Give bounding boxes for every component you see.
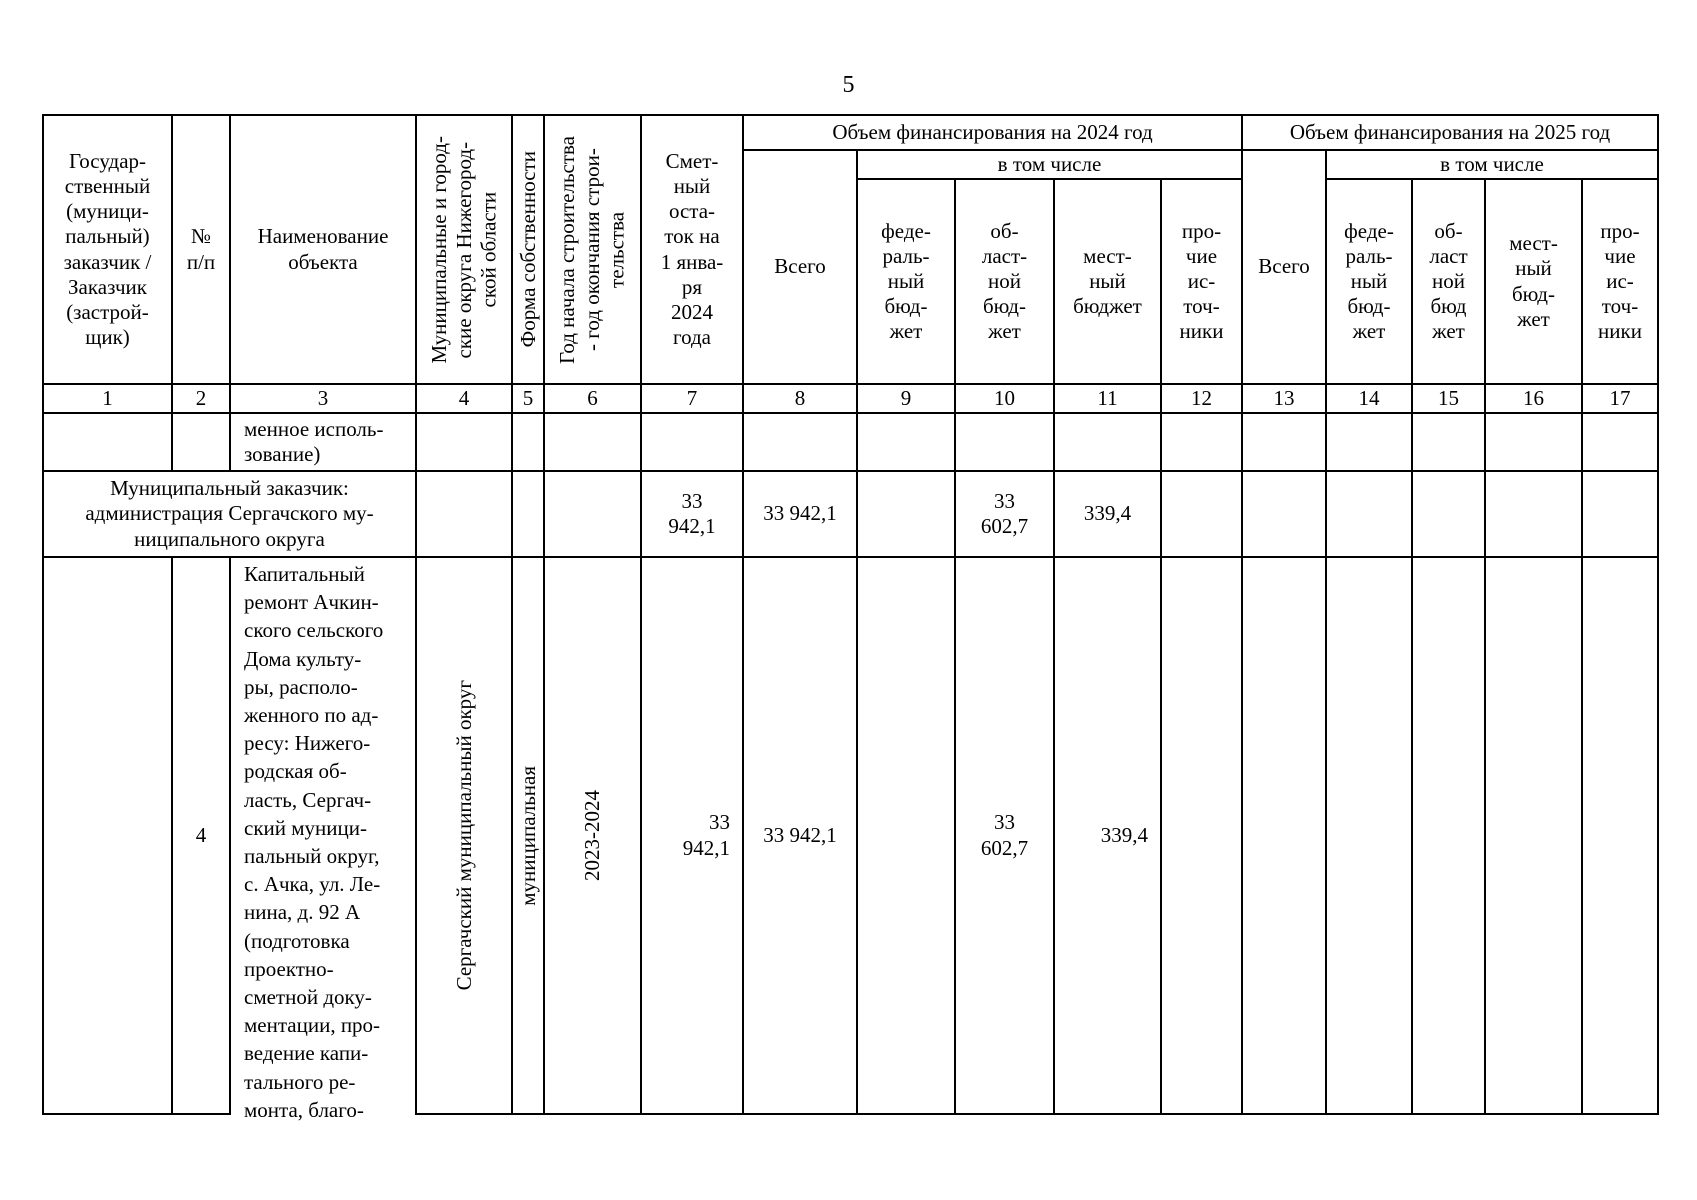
header-fin-2025: Объем финансирования на 2025 год xyxy=(1289,119,1611,144)
table-rule xyxy=(415,1113,1659,1115)
header-years-text: Год начала строительства - год окончания строи- тельства xyxy=(555,135,629,364)
header-federal-2025: феде- раль- ный бюд- жет xyxy=(1344,218,1394,344)
header-municipality xyxy=(417,116,511,383)
column-number: 8 xyxy=(794,385,806,410)
column-number: 2 xyxy=(195,385,207,410)
column-number: 13 xyxy=(1273,385,1295,410)
column-number: 17 xyxy=(1609,385,1631,410)
object-municipality-text: Сергачский муниципальный округ xyxy=(451,680,476,991)
header-ownership-text: Форма собственности xyxy=(515,151,540,348)
object-municipality xyxy=(417,558,511,1113)
table-border-right xyxy=(1657,114,1659,1115)
customer-local-2024: 339,4 xyxy=(1083,501,1132,526)
header-local-2025: мест- ный бюд- жет xyxy=(1509,231,1558,331)
column-number: 1 xyxy=(102,385,113,410)
header-number: № п/п xyxy=(186,224,216,274)
column-number: 9 xyxy=(900,385,912,410)
column-number: 5 xyxy=(522,385,534,410)
object-years-text: 2023-2024 xyxy=(580,790,605,881)
header-other-2024: про- чие ис- точ- ники xyxy=(1179,218,1224,344)
header-including-2024: в том числе xyxy=(997,151,1102,176)
object-total-2024: 33 942,1 xyxy=(763,822,837,847)
column-number: 6 xyxy=(587,385,598,410)
header-including-2025: в том числе xyxy=(1440,151,1544,176)
customer-total-2024: 33 942,1 xyxy=(763,501,837,526)
column-number: 4 xyxy=(458,385,470,410)
column-number: 14 xyxy=(1358,385,1380,410)
header-federal-2024: феде- раль- ный бюд- жет xyxy=(881,218,931,344)
object-ownership-text: муниципальная xyxy=(515,765,540,906)
column-number: 12 xyxy=(1191,385,1212,410)
header-fin-2024: Объем финансирования на 2024 год xyxy=(832,119,1153,144)
object-estimate: 33 942,1 xyxy=(682,810,730,860)
header-total-2024: Всего xyxy=(774,254,826,279)
object-local-2024: 339,4 xyxy=(1100,822,1148,847)
column-number: 11 xyxy=(1097,385,1118,410)
header-regional-2024: об- ласт- ной бюд- жет xyxy=(981,218,1028,344)
header-years xyxy=(545,116,640,383)
column-number: 7 xyxy=(686,385,698,410)
customer-total-estimate: 33 942,1 xyxy=(668,488,716,538)
object-name: Капитальный ремонт Ачкин- ского сельского Дома культу- ры, располо- женного по ад- ресу: Нижего- родская об- ласть, Сергач- ский муници- пальный округ, с. Ачка, ул. Ле- нина, д. 92 А (подготовка проектно- сметной доку- ментации, про- ведение капи- тального ре- монта, благо- xyxy=(244,562,384,1122)
column-number: 15 xyxy=(1438,385,1459,410)
header-municipality-text: Муниципальные и город- ские округа Нижегород- ской области xyxy=(426,135,501,364)
header-object-name: Наименование объекта xyxy=(257,224,389,274)
table-rule xyxy=(42,1113,230,1115)
header-local-2024: мест- ный бюджет xyxy=(1073,243,1142,319)
header-total-2025: Всего xyxy=(1258,254,1310,279)
header-other-2025: про- чие ис- точ- ники xyxy=(1598,218,1642,344)
object-ownership xyxy=(513,558,543,1113)
object-regional-2024: 33 602,7 xyxy=(980,810,1029,860)
page-number: 5 xyxy=(842,72,855,98)
customer-regional-2024: 33 602,7 xyxy=(980,488,1029,538)
header-customer: Государ- ственный (муници- пальный) заказчик / Заказчик (застрой- щик) xyxy=(63,148,152,350)
customer-total-label: Муниципальный заказчик: администрация Сергачского му- ниципального округа xyxy=(85,476,374,551)
continuation-object-name: менное исполь- зование) xyxy=(244,416,384,466)
object-number: 4 xyxy=(195,822,207,847)
column-number: 3 xyxy=(317,385,329,410)
header-estimate: Смет- ный оста- ток на 1 янва- ря 2024 года xyxy=(660,148,724,350)
object-years xyxy=(545,558,640,1113)
column-number: 10 xyxy=(994,385,1015,410)
header-regional-2025: об- ласт ной бюд жет xyxy=(1429,218,1468,344)
column-number: 16 xyxy=(1523,385,1544,410)
header-ownership xyxy=(513,116,543,383)
